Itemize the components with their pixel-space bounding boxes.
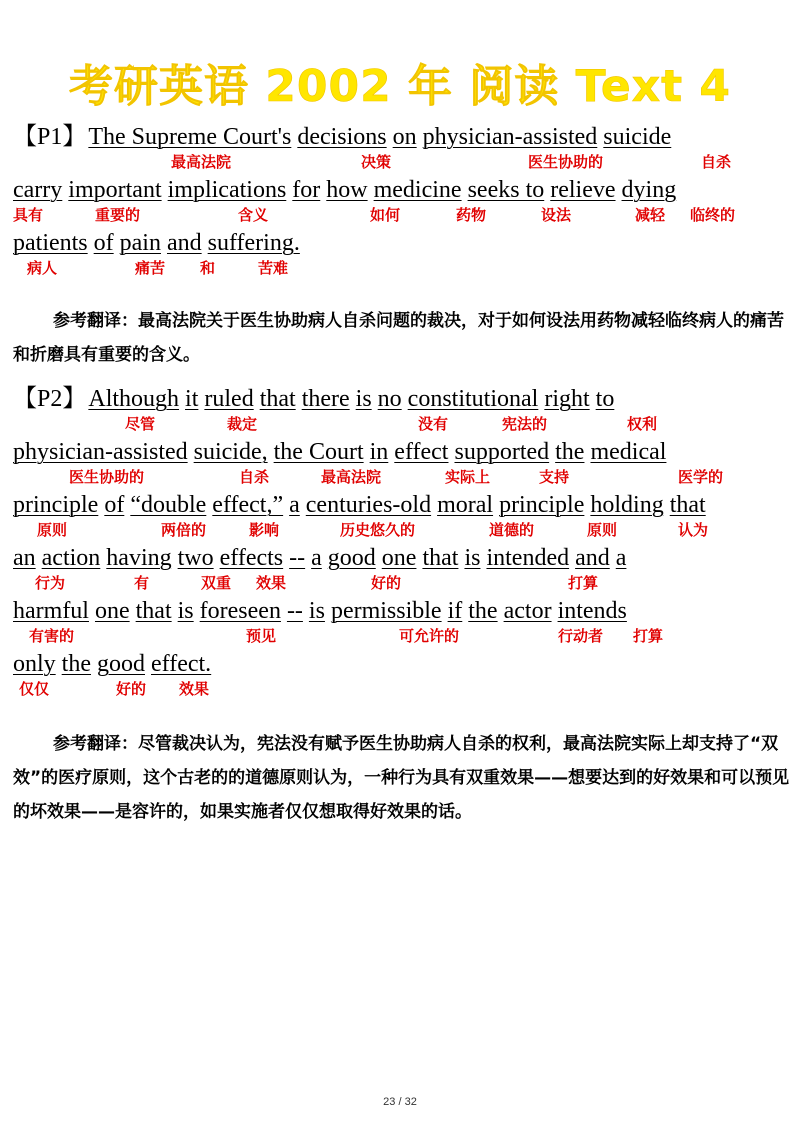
english-word: principle [499,492,585,518]
english-word: an [13,545,36,571]
english-word: dying [621,177,677,203]
chinese-gloss: 实际上 [445,468,491,486]
english-word: if [447,598,463,624]
english-line [13,122,671,152]
chinese-gloss: 道德的 [489,521,535,539]
english-word: suffering. [207,230,300,256]
english-line [13,596,627,626]
english-word: right [544,386,590,412]
text-line [13,543,793,596]
english-word: only [13,651,56,677]
english-word: that [422,545,459,571]
chinese-gloss: 行动者 [558,627,604,645]
english-word: that [135,598,172,624]
text-line [13,437,793,490]
chinese-gloss: 重要的 [95,206,141,224]
english-word: for [292,177,321,203]
chinese-gloss: 医生协助的 [528,153,604,171]
chinese-gloss: 效果 [179,680,210,698]
english-line [13,384,614,414]
text-line [13,228,793,281]
translation-label: 参考翻译： [53,734,138,754]
english-word: The Supreme Court's [88,124,292,150]
english-word: effect,” [212,492,284,518]
english-word: effect. [151,651,212,677]
chinese-gloss: 双重 [201,574,232,592]
chinese-gloss: 和 [200,259,216,277]
chinese-gloss: 设法 [541,206,572,224]
chinese-gloss: 没有 [418,415,449,433]
english-word: a [289,492,300,518]
english-line [13,490,706,520]
english-word: the [61,651,91,677]
english-word: -- [286,598,303,624]
chinese-gloss: 减轻 [635,206,666,224]
english-word: the [468,598,498,624]
english-word: Although [88,386,180,412]
english-word: in [369,439,389,465]
english-word: moral [437,492,494,518]
english-line [13,175,676,205]
text-line [13,384,793,437]
chinese-gloss: 具有 [13,206,44,224]
chinese-gloss: 可允许的 [399,627,460,645]
chinese-gloss: 历史悠久的 [340,521,416,539]
english-word: and [575,545,610,571]
english-word: one [381,545,417,571]
paragraph-p2 [13,384,793,702]
english-word: having [106,545,172,571]
chinese-gloss: 两倍的 [161,521,207,539]
english-word: patients [13,230,88,256]
chinese-gloss: 原则 [37,521,68,539]
chinese-gloss: 自杀 [239,468,270,486]
english-word: good [327,545,376,571]
chinese-gloss: 决策 [361,153,392,171]
english-word: is [308,598,325,624]
chinese-gloss: 最高法院 [171,153,232,171]
english-word: permissible [330,598,442,624]
page-current: 23 [383,1096,396,1108]
english-word: that [259,386,296,412]
chinese-gloss: 行为 [35,574,66,592]
translation-p1 [13,304,791,372]
english-word: harmful [13,598,89,624]
page-number [0,1096,800,1108]
english-word: how [326,177,368,203]
english-word: decisions [297,124,387,150]
chinese-gloss: 认为 [678,521,709,539]
english-word: suicide [603,124,672,150]
english-word: two [177,545,214,571]
chinese-gloss: 权利 [627,415,658,433]
chinese-gloss: 含义 [238,206,269,224]
chinese-gloss: 打算 [633,627,664,645]
chinese-gloss: 有 [134,574,150,592]
chinese-gloss: 预见 [246,627,277,645]
english-line [13,543,626,573]
english-word: centuries-old [305,492,432,518]
english-word: is [355,386,372,412]
page-title: 考研英语 2002 年 阅读 Text 4 [68,61,732,112]
paragraph-marker: 【P2】 [13,386,87,412]
english-word: it [185,386,199,412]
english-word: relieve [550,177,616,203]
english-line [13,437,666,467]
english-word: medical [590,439,667,465]
text-line [13,122,793,175]
chinese-gloss: 如何 [370,206,401,224]
text-line [13,175,793,228]
english-word: ruled [204,386,254,412]
english-word: a [615,545,627,571]
english-word: -- [289,545,306,571]
english-line [13,649,211,679]
english-word: “double [130,492,207,518]
english-word: is [177,598,194,624]
english-word: of [104,492,125,518]
translation-p2 [13,727,791,829]
english-word: the Court [273,439,364,465]
english-word: seeks to [467,177,545,203]
english-word: no [377,386,402,412]
chinese-gloss: 临终的 [690,206,736,224]
english-word: that [669,492,706,518]
chinese-gloss: 效果 [256,574,287,592]
english-word: intends [557,598,627,624]
english-word: pain [119,230,161,256]
chinese-gloss: 有害的 [29,627,75,645]
english-word: foreseen [199,598,281,624]
english-word: action [41,545,101,571]
paragraph-p1 [13,122,793,281]
chinese-gloss: 苦难 [258,259,289,277]
english-word: actor [503,598,552,624]
english-word: medicine [373,177,462,203]
chinese-gloss: 支持 [539,468,570,486]
chinese-gloss: 仅仅 [19,680,50,698]
chinese-gloss: 原则 [587,521,618,539]
chinese-gloss: 宪法的 [502,415,548,433]
english-word: effects [219,545,284,571]
page-total: 32 [404,1096,417,1108]
page-separator: / [398,1096,402,1108]
english-word: physician-assisted [422,124,598,150]
english-word: effect [394,439,449,465]
english-word: suicide, [193,439,268,465]
translation-text: 最高法院关于医生协助病人自杀问题的裁决，对于如何设法用药物减轻临终病人的痛苦和折磨具有重要的含义。 [13,311,784,365]
chinese-gloss: 裁定 [227,415,258,433]
english-line [13,228,300,258]
english-word: good [97,651,145,677]
english-word: important [68,177,162,203]
english-word: principle [13,492,99,518]
translation-label: 参考翻译： [53,311,138,331]
chinese-gloss: 最高法院 [321,468,382,486]
chinese-gloss: 尽管 [125,415,156,433]
chinese-gloss: 好的 [116,680,147,698]
english-word: physician-assisted [13,439,188,465]
chinese-gloss: 病人 [27,259,58,277]
chinese-gloss: 药物 [456,206,487,224]
chinese-gloss: 医学的 [678,468,724,486]
text-line [13,490,793,543]
english-word: to [595,386,615,412]
english-word: intended [486,545,570,571]
text-line [13,596,793,649]
chinese-gloss: 医生协助的 [69,468,145,486]
english-word: supported [454,439,550,465]
english-word: on [392,124,417,150]
chinese-gloss: 自杀 [701,153,732,171]
english-word: carry [13,177,63,203]
chinese-gloss: 痛苦 [135,259,166,277]
english-word: implications [167,177,287,203]
text-line [13,649,793,702]
english-word: and [166,230,202,256]
english-word: is [464,545,481,571]
english-word: one [94,598,130,624]
chinese-gloss: 好的 [371,574,402,592]
english-word: a [311,545,322,571]
chinese-gloss: 打算 [568,574,599,592]
chinese-gloss: 影响 [249,521,280,539]
english-word: constitutional [407,386,539,412]
english-word: holding [590,492,664,518]
paragraph-marker: 【P1】 [13,124,87,150]
english-word: there [301,386,350,412]
english-word: of [93,230,114,256]
english-word: the [555,439,585,465]
translation-text: 尽管裁决认为，宪法没有赋予医生协助病人自杀的权利，最高法院实际上却支持了“双效”的医疗原则，这个古老的的道德原则认为，一种行为具有双重效果——想要达到的好效果和可以预见的坏效果——是容许的，如果实施者仅仅想取得好效果的话。 [13,734,790,822]
